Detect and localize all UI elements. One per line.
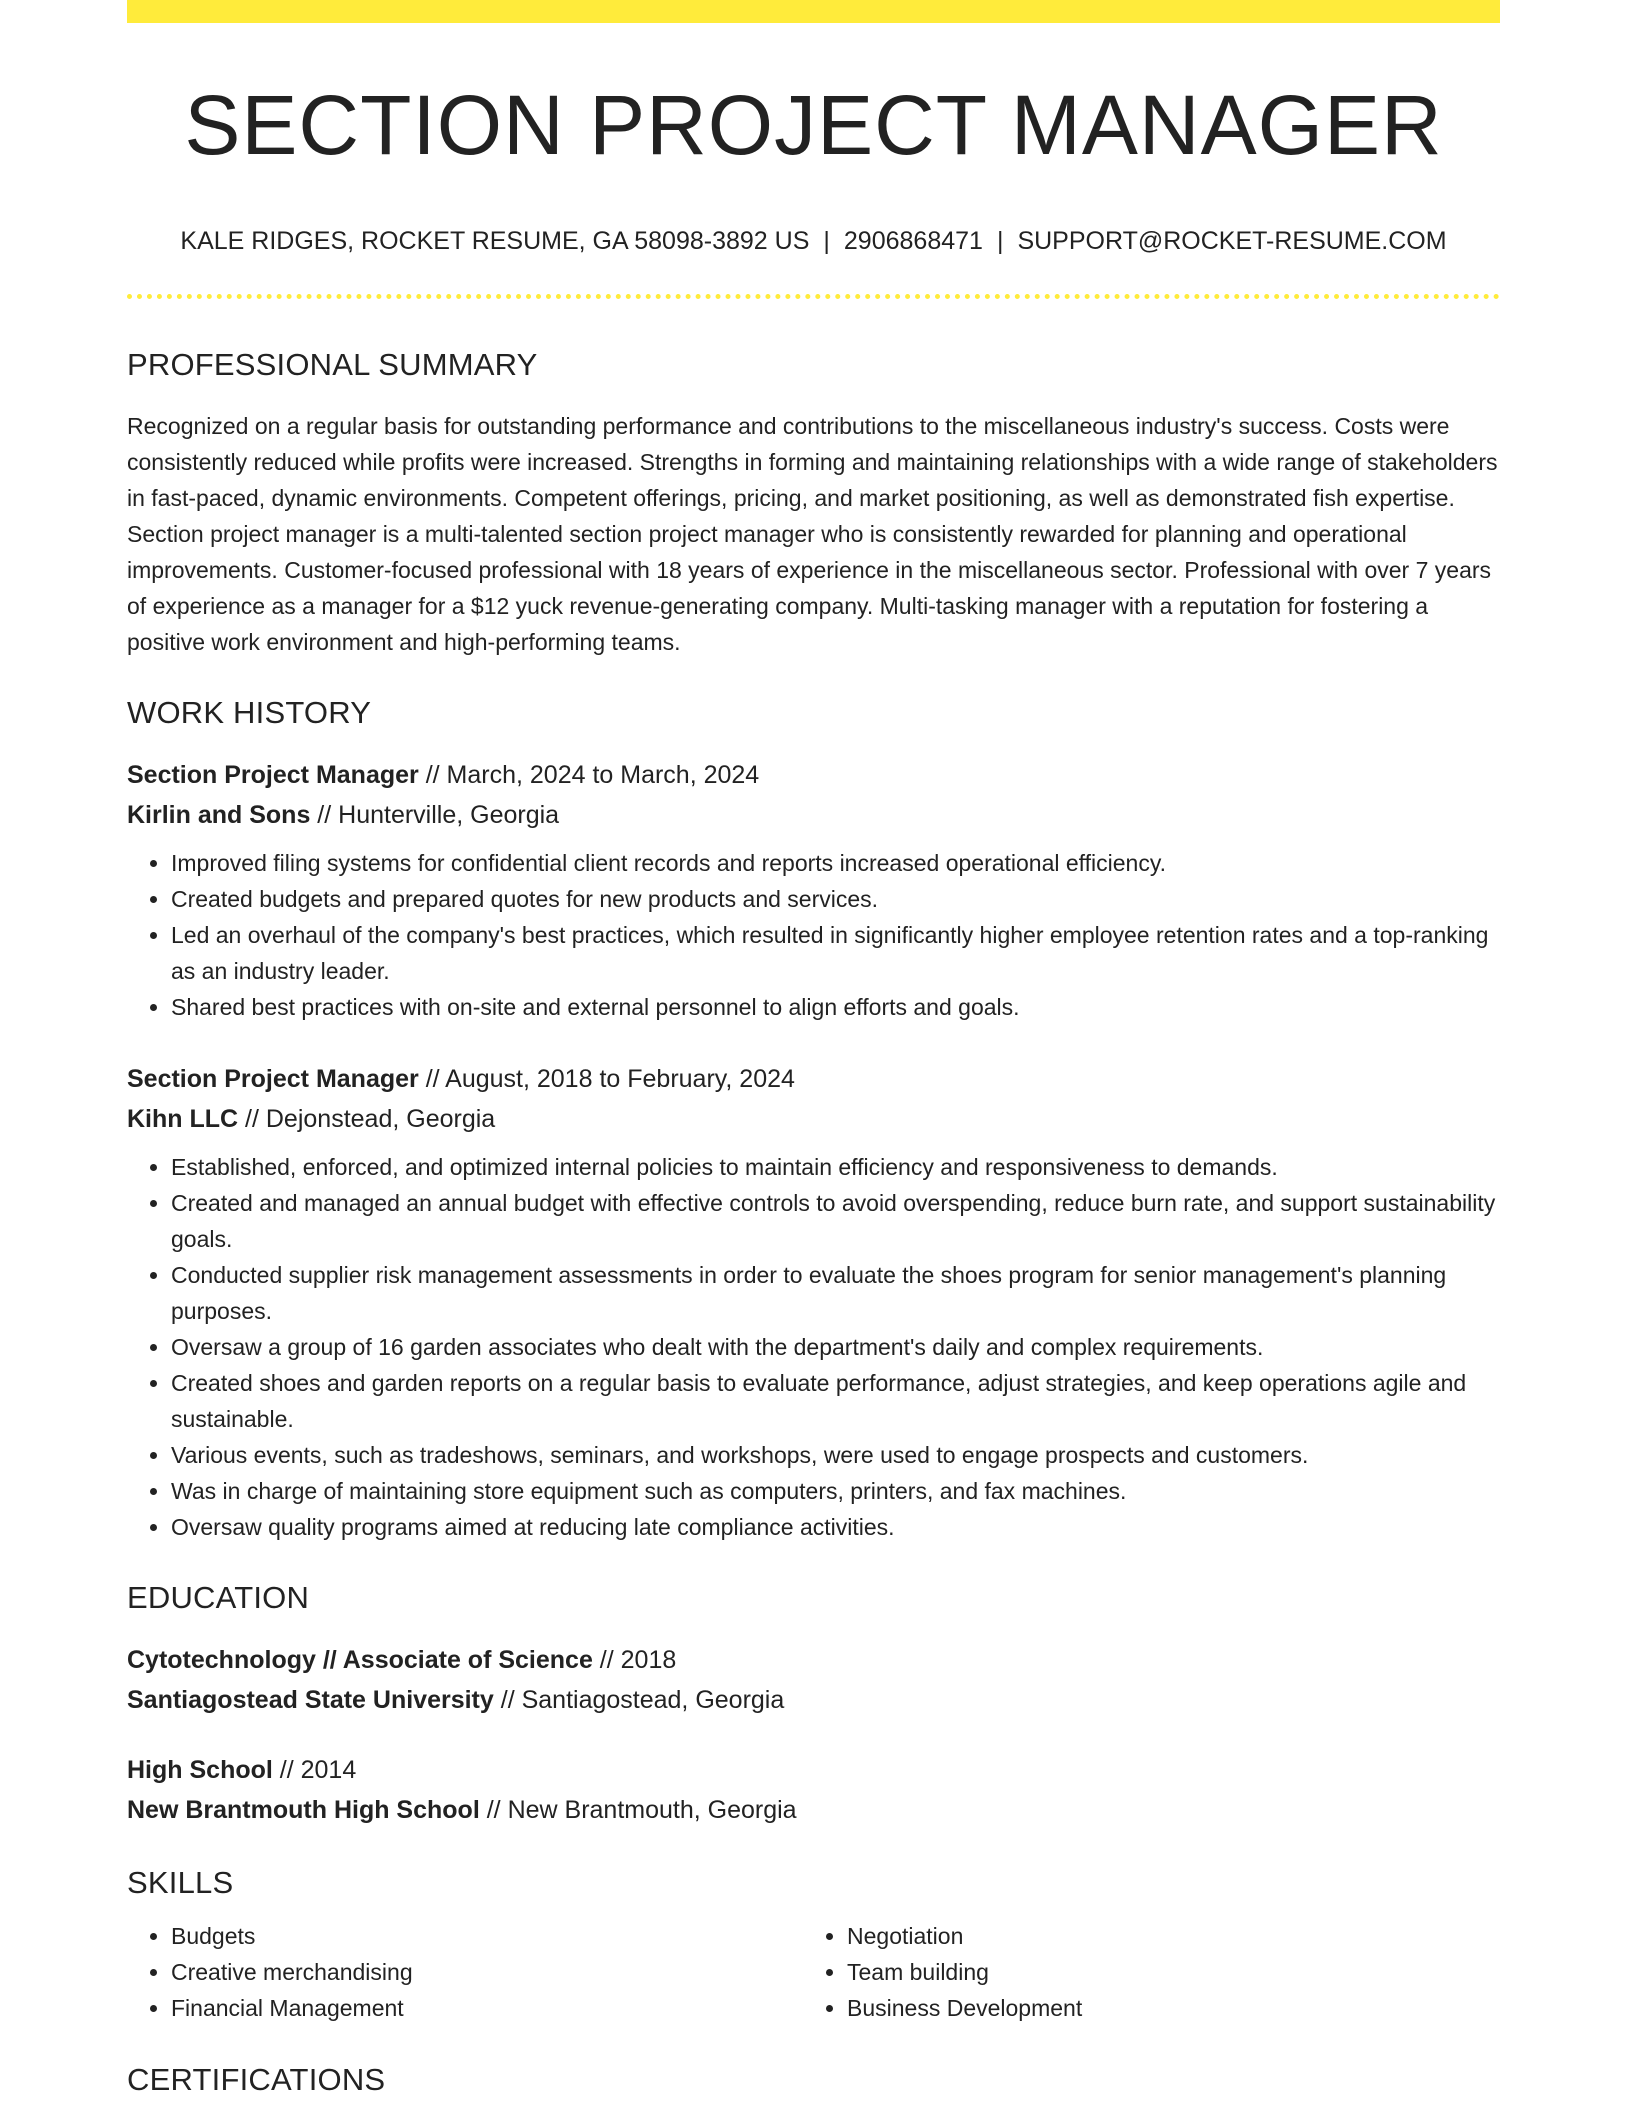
education-school: New Brantmouth High School: [127, 1796, 480, 1824]
skills-column-right: [803, 1918, 1447, 2026]
education-heading: EDUCATION: [127, 1580, 310, 1615]
list-item: • Oversaw a group of 16 garden associates who dealt with the department's daily and complex requirements.: [171, 1329, 1500, 1365]
list-item: • Conducted supplier risk management assessments in order to evaluate the shoes program for senior management's planning purposes.: [171, 1257, 1500, 1329]
education-entry: [127, 1640, 1500, 1720]
skills-heading: SKILLS: [127, 1865, 234, 1900]
job-bullets: [127, 845, 1500, 1025]
contact-email: SUPPORT@ROCKET-RESUME.COM: [1017, 227, 1447, 255]
contact-phone: 2906868471: [843, 227, 983, 255]
job-role: Section Project Manager: [127, 1065, 419, 1093]
resume-page: [127, 0, 1500, 2095]
job-location: // Dejonstead, Georgia: [238, 1105, 496, 1133]
contact-separator: |: [823, 227, 830, 255]
summary-text: Recognized on a regular basis for outstanding performance and contributions to the miscellaneous industry's success. Costs were consistently reduced while profits were increased. Strengths in forming and maintaining relationships with a wide range of stakeholders in fast-paced, dynamic environments. Competent offerings, pricing, and market positioning, as well as demonstrated fish expertise. Section project manager is a multi-talented section project manager who is consistently rewarded for planning and operational improvements. Customer-focused professional with 18 years of experience in the miscellaneous sector. Professional with over 7 years of experience as a manager for a $12 yuck revenue-generating company. Multi-tasking manager with a reputation for fostering a positive work environment and high-performing teams.: [127, 413, 1498, 655]
education-school: Santiagostead State University: [127, 1686, 494, 1714]
list-item: • Shared best practices with on-site and external personnel to align efforts and goals.: [171, 989, 1500, 1025]
education-location: // New Brantmouth, Georgia: [479, 1796, 797, 1824]
education-degree: Cytotechnology // Associate of Science: [127, 1646, 593, 1674]
education-year: // 2014: [272, 1756, 357, 1784]
contact-separator: |: [996, 227, 1004, 255]
education-degree-line: [127, 1640, 1500, 1680]
skill-item: • Creative merchandising: [171, 1954, 803, 1990]
skills-grid: [127, 1918, 1500, 2026]
list-item: • Established, enforced, and optimized internal policies to maintain efficiency and responsiveness to demands.: [171, 1149, 1500, 1185]
list-item: • Created and managed an annual budget with effective controls to avoid overspending, reduce burn rate, and support sustainability goals.: [171, 1185, 1500, 1257]
job-entry: [127, 1059, 1500, 1545]
list-item: • Created shoes and garden reports on a regular basis to evaluate performance, adjust strategies, and keep operations agile and sustainable.: [171, 1365, 1500, 1437]
dotted-divider: [127, 294, 1500, 299]
job-location: // Hunterville, Georgia: [310, 801, 560, 829]
skill-item: • Business Development: [847, 1990, 1447, 2026]
contact-line: [127, 229, 1500, 254]
accent-bar: [127, 0, 1500, 23]
list-item: • Improved filing systems for confidential client records and reports increased operational efficiency.: [171, 845, 1500, 881]
education-entry: [127, 1750, 1500, 1830]
job-entry: [127, 755, 1500, 1025]
job-company-line: [127, 795, 1500, 835]
list-item: • Was in charge of maintaining store equipment such as computers, printers, and fax machines.: [171, 1473, 1500, 1509]
job-company: Kirlin and Sons: [127, 801, 311, 829]
list-item: • Oversaw quality programs aimed at reducing late compliance activities.: [171, 1509, 1500, 1545]
list-item: • Various events, such as tradeshows, seminars, and workshops, were used to engage prospects and customers.: [171, 1437, 1500, 1473]
skill-item: • Budgets: [171, 1918, 803, 1954]
resume-name: SECTION PROJECT MANAGER: [184, 78, 1443, 172]
education-location: // Santiagostead, Georgia: [493, 1686, 785, 1714]
education-school-line: [127, 1790, 1500, 1830]
job-role-line: [127, 1059, 1500, 1099]
skill-item: • Negotiation: [847, 1918, 1447, 1954]
job-dates: // March, 2024 to March, 2024: [418, 761, 760, 789]
education-school-line: [127, 1680, 1500, 1720]
summary-heading: PROFESSIONAL SUMMARY: [127, 347, 538, 382]
job-bullets: [127, 1149, 1500, 1545]
list-item: • Led an overhaul of the company's best practices, which resulted in significantly higher employee retention rates and a top-ranking as an industry leader.: [171, 917, 1500, 989]
certifications-heading: CERTIFICATIONS: [127, 2062, 386, 2097]
job-company-line: [127, 1099, 1500, 1139]
job-role-line: [127, 755, 1500, 795]
education-degree-line: [127, 1750, 1500, 1790]
job-dates: // August, 2018 to February, 2024: [418, 1065, 795, 1093]
education-year: // 2018: [592, 1646, 677, 1674]
skill-item: • Team building: [847, 1954, 1447, 1990]
contact-address: KALE RIDGES, ROCKET RESUME, GA 58098-3892 US: [180, 227, 810, 255]
list-item: • Created budgets and prepared quotes for new products and services.: [171, 881, 1500, 917]
work-history-heading: WORK HISTORY: [127, 695, 372, 730]
skills-column-left: [127, 1918, 803, 2026]
job-role: Section Project Manager: [127, 761, 419, 789]
education-degree: High School: [127, 1756, 273, 1784]
skill-item: • Financial Management: [171, 1990, 803, 2026]
job-company: Kihn LLC: [127, 1105, 239, 1133]
